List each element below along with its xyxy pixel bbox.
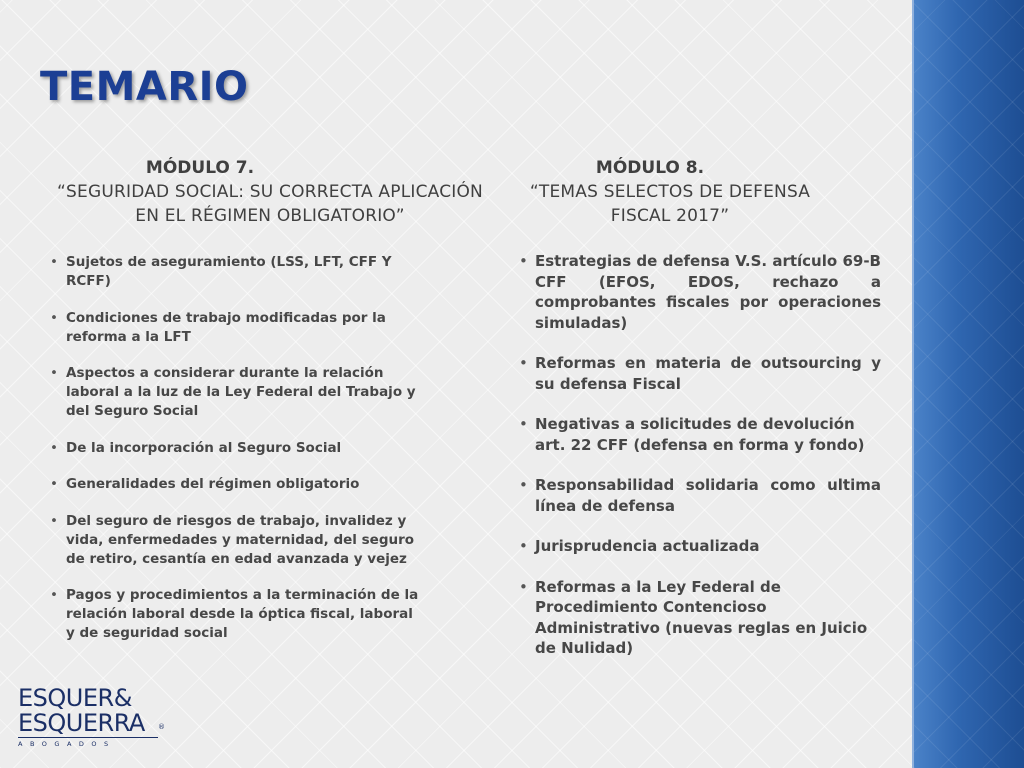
module-8-topic: • Reformas a la Ley Federal de Procedimiento Contencioso Administrativo (nuevas reglas en Juicio de Nulidad) (535, 577, 881, 659)
module-8-topic: • Jurisprudencia actualizada (535, 536, 881, 557)
module-7-topic-list (66, 253, 422, 661)
decorative-side-band (912, 0, 1024, 768)
logo-subtitle: ABOGADOS (18, 740, 116, 748)
module-7-name: “SEGURIDAD SOCIAL: SU CORRECTA APLICACIÓN EN EL RÉGIMEN OBLIGATORIO” (57, 182, 483, 226)
module-8-name: “TEMAS SELECTOS DE DEFENSA FISCAL 2017” (529, 182, 811, 226)
logo-registered-mark: ® (158, 723, 165, 731)
module-8-number: MÓDULO 8. (595, 158, 705, 178)
module-8-topic: • Reformas en materia de outsourcing y su defensa Fiscal (535, 353, 881, 394)
module-7-topic: • Generalidades del régimen obligatorio (66, 475, 422, 494)
module-7-topic: • Del seguro de riesgos de trabajo, invalidez y vida, enfermedades y maternidad, del seguro de retiro, cesantía en edad avanzada y vejez (66, 512, 422, 569)
page-title: TEMARIO (40, 64, 249, 110)
module-7-topic: • De la incorporación al Seguro Social (66, 439, 422, 458)
module-7-topic: • Aspectos a considerar durante la relación laboral a la luz de la Ley Federal del Trabajo y del Seguro Social (66, 364, 422, 421)
module-8-topic: • Estrategias de defensa V.S. artículo 69-B CFF (EFOS, EDOS, rechazo a comprobantes fiscales por operaciones simuladas) (535, 251, 881, 333)
module-7-number: MÓDULO 7. (145, 158, 255, 178)
module-7-heading (50, 156, 490, 228)
module-7-topic: • Condiciones de trabajo modificadas por la reforma a la LFT (66, 309, 422, 347)
module-7-topic: • Sujetos de aseguramiento (LSS, LFT, CFF Y RCFF) (66, 253, 422, 291)
module-7-topic: • Pagos y procedimientos a la terminación de la relación laboral desde la óptica fiscal, laboral y de seguridad social (66, 586, 422, 643)
module-8-topic: • Responsabilidad solidaria como ultima línea de defensa (535, 475, 881, 516)
company-logo (18, 686, 168, 756)
logo-line-2: ESQUERRA (18, 711, 158, 738)
module-8-heading (510, 156, 830, 228)
module-8-topic-list (535, 251, 881, 679)
logo-line-1: ESQUER& (18, 684, 132, 712)
module-8-topic: • Negativas a solicitudes de devolución art. 22 CFF (defensa en forma y fondo) (535, 414, 881, 455)
